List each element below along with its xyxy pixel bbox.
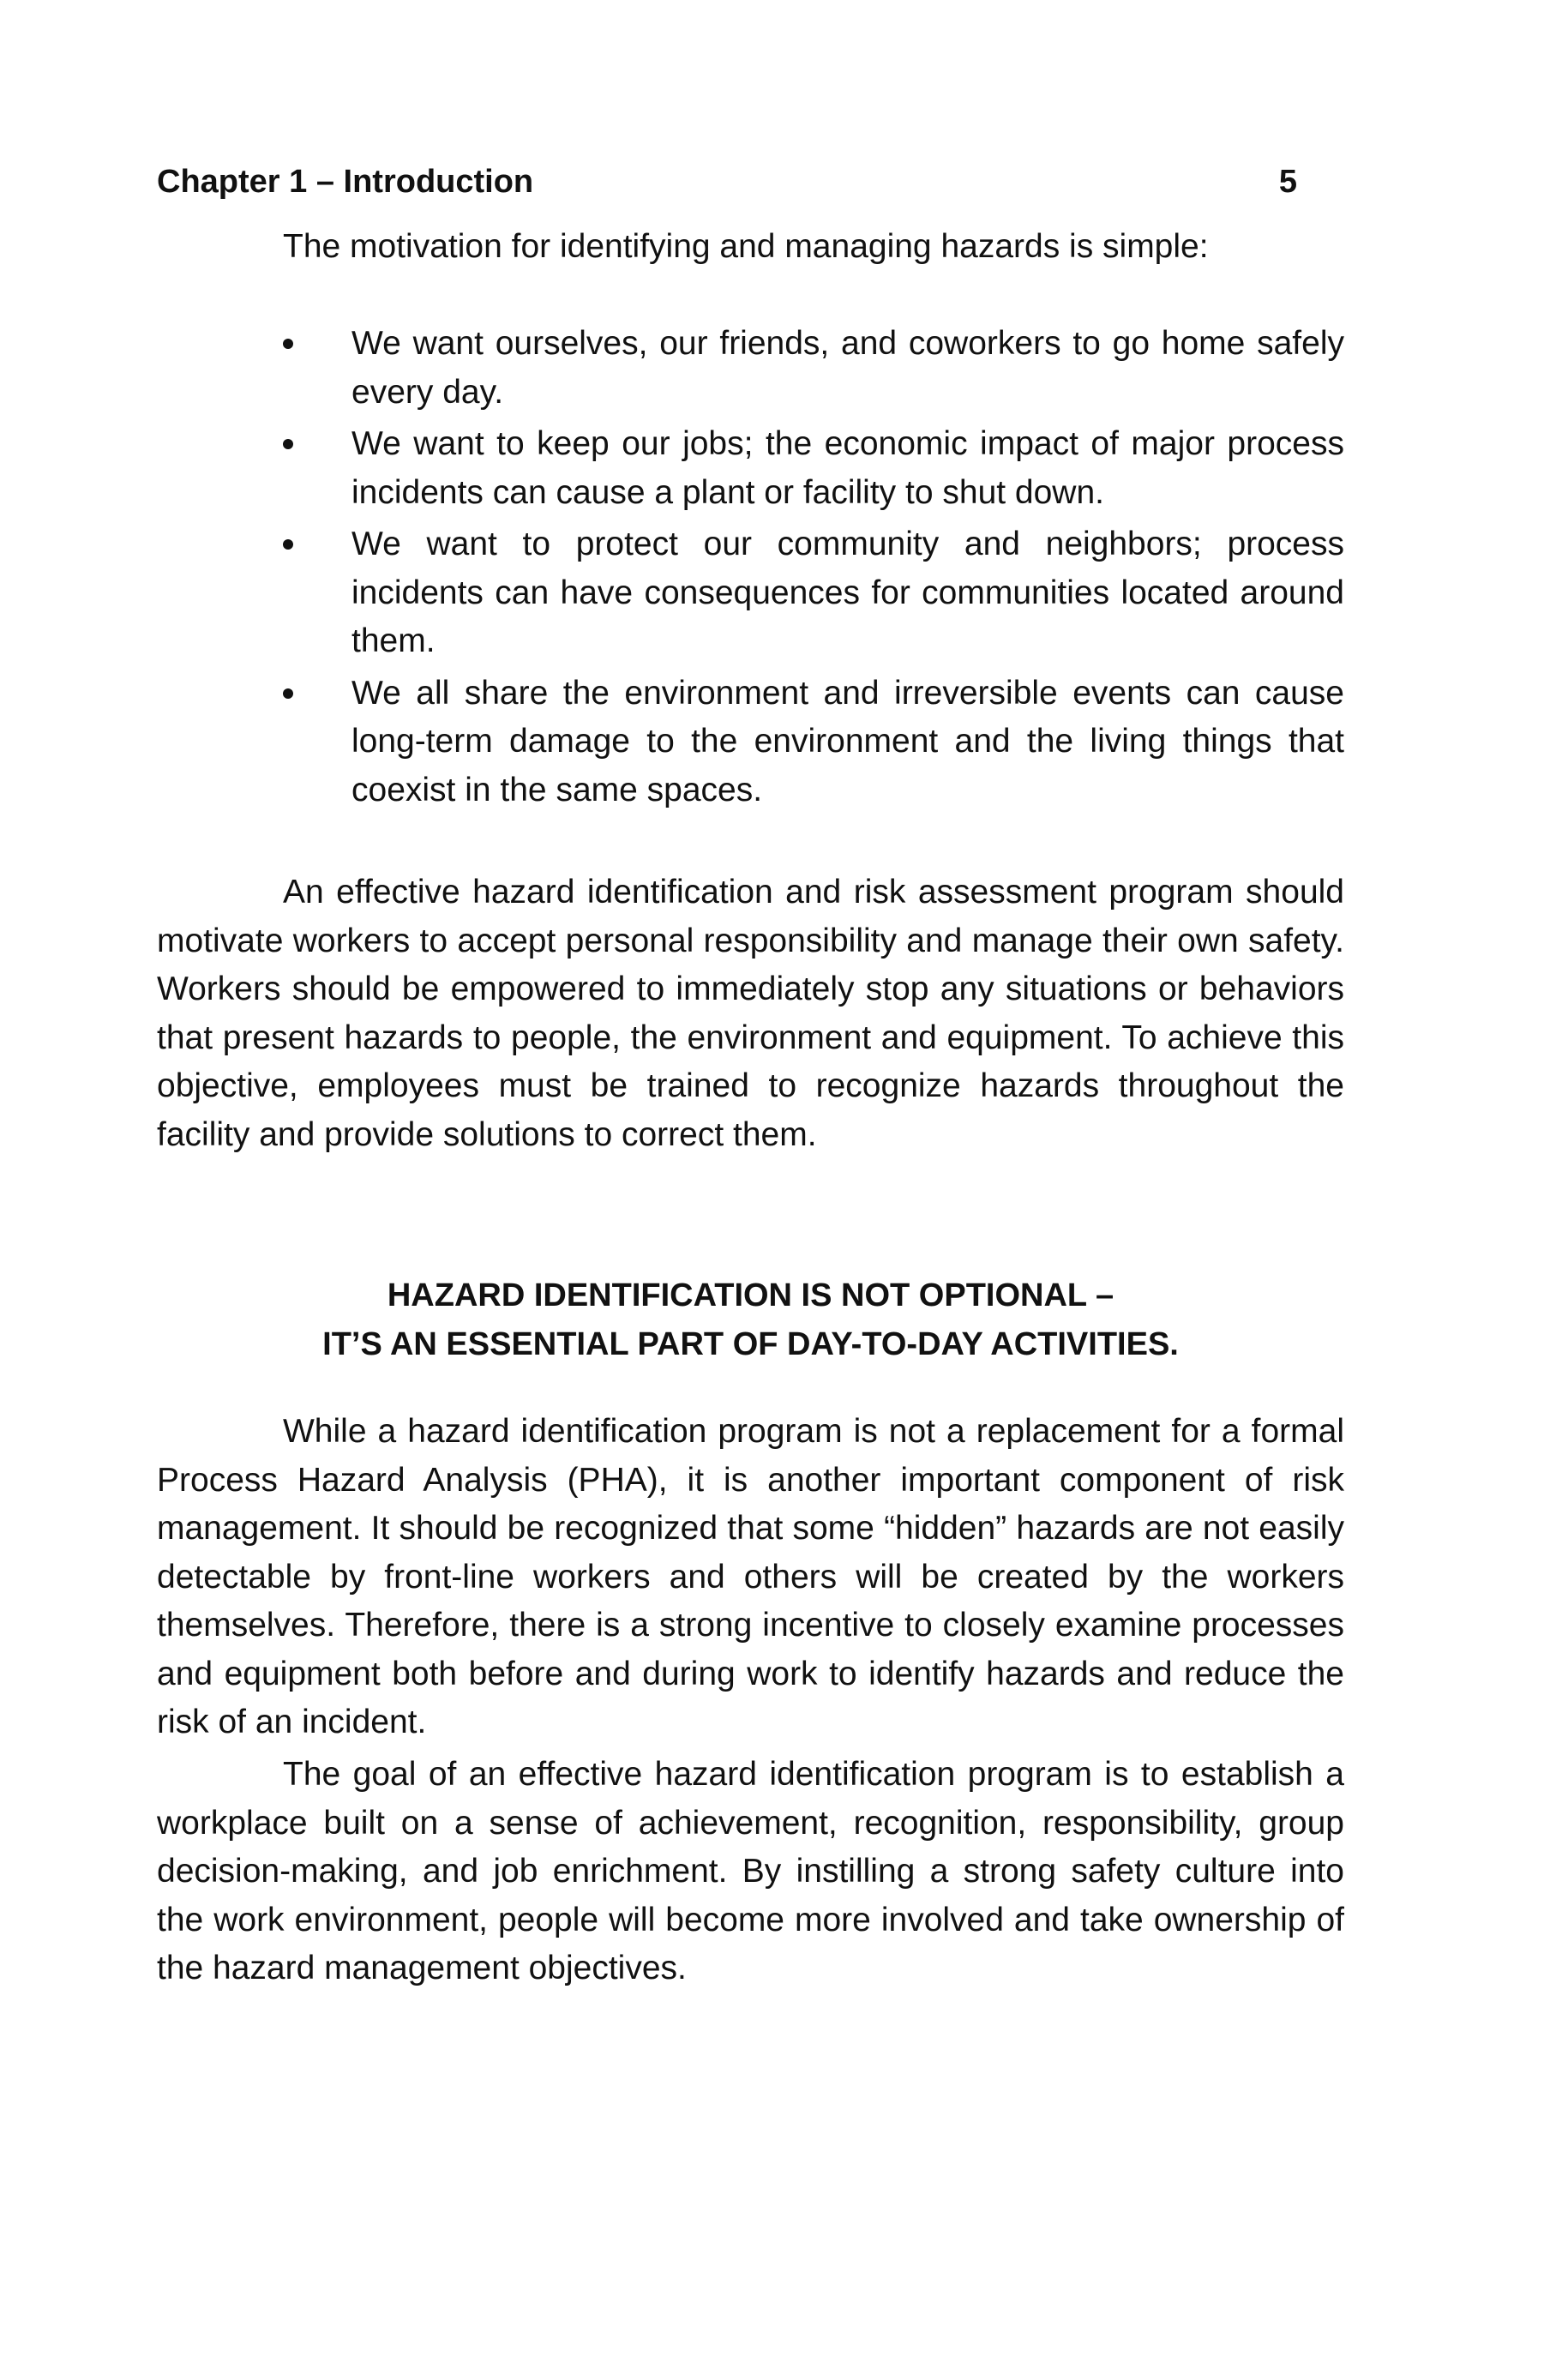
bullet-icon [283,688,293,699]
bullet-icon [283,439,293,449]
list-item [283,320,1344,417]
list-item [283,420,1344,517]
motivation-list [283,320,1344,814]
list-item-text: We all share the environment and irreversible events can cause long-term damage to the environment and the living things that coexist in the same spaces. [351,674,1344,808]
intro-sentence: The motivation for identifying and managing hazards is simple: [283,228,1209,265]
bullet-icon [283,539,293,550]
list-item-text: We want ourselves, our friends, and coworkers to go home safely every day. [351,325,1344,411]
running-header [157,161,1297,202]
callout-line-2: IT’S AN ESSENTIAL PART OF DAY-TO-DAY ACTIVITIES. [322,1326,1179,1362]
list-item-text: We want to protect our community and neighbors; process incidents can have consequences for communities located around them. [351,526,1344,659]
bullet-icon [283,339,293,349]
list-item-text: We want to keep our jobs; the economic impact of major process incidents can cause a plant or facility to shut down. [351,425,1344,511]
chapter-title: Chapter 1 – Introduction [157,164,534,200]
callout-heading [157,1271,1344,1369]
list-item [283,670,1344,815]
callout-line-1: HAZARD IDENTIFICATION IS NOT OPTIONAL – [387,1277,1114,1313]
list-item [283,520,1344,666]
paragraph-program-motivation: An effective hazard identification and risk assessment program should motivate workers to accept personal responsibility and manage their own safety. Workers should be empowered to immediately stop any situations or behaviors that present hazards to people, the environment and equipment. To achieve this objective, employees must be trained to recognize hazards throughout the facility and provide solutions to correct them. [157,874,1344,1153]
page-number: 5 [1278,164,1297,200]
paragraph-program-goal: The goal of an effective hazard identification program is to establish a workplace built on a sense of achievement, recognition, responsibility, group decision-making, and job enrichment. By instilling a strong safety culture into the work environment, people will become more involved and take ownership of the hazard management objectives. [157,1756,1344,1986]
paragraph-pha-comparison: While a hazard identification program is not a replacement for a formal Process Hazard Analysis (PHA), it is another important component of risk management. It should be recognized that some “hidden” hazards are not easily detectable by front-line workers and others will be created by the workers themselves. Therefore, there is a strong incentive to closely examine processes and equipment both before and during work to identify hazards and reduce the risk of an incident. [157,1413,1344,1740]
